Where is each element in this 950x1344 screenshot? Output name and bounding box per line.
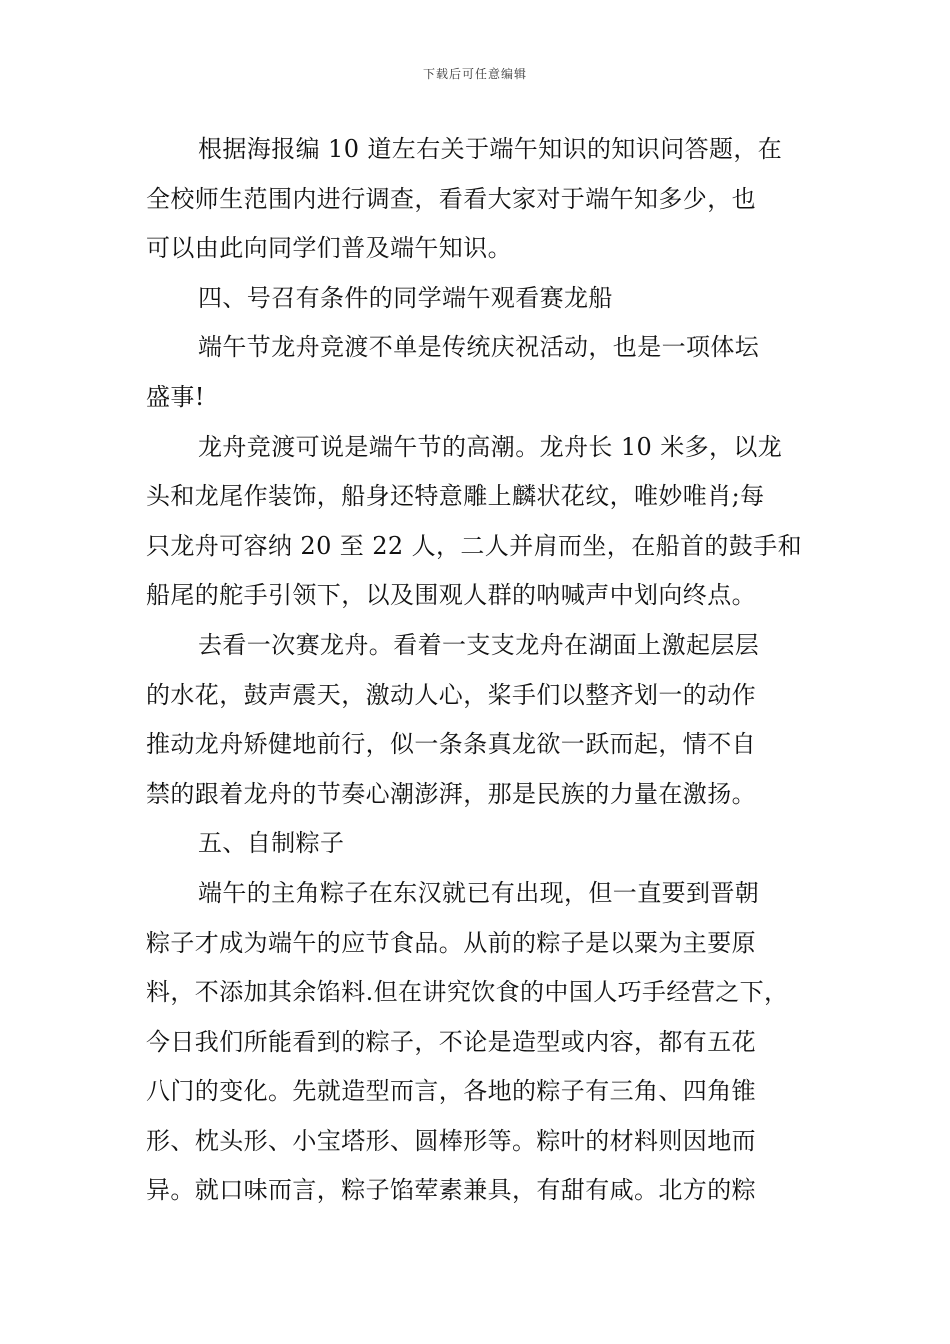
text-line: 料，不添加其余馅料.但在讲究饮食的中国人巧手经营之下， xyxy=(146,978,789,1007)
text-line: 只龙舟可容纳 20 至 22 人，二人并肩而坐，在船首的鼓手和 xyxy=(146,531,802,560)
document-body xyxy=(146,125,811,1216)
text-line: 根据海报编 10 道左右关于端午知识的知识问答题，在 xyxy=(198,135,783,163)
text-line: 粽子才成为端午的应节食品。从前的粽子是以粟为主要原 xyxy=(146,928,756,957)
text-line: 龙舟竞渡可说是端午节的高潮。龙舟长 10 米多，以龙 xyxy=(198,432,783,461)
text-line: 异。就口味而言，粽子馅荤素兼具，有甜有咸。北方的粽 xyxy=(146,1176,756,1205)
section-heading: 五、自制粽子 xyxy=(198,829,345,858)
text-line: 形、枕头形、小宝塔形、圆棒形等。粽叶的材料则因地而 xyxy=(146,1126,756,1155)
page-header-note: 下载后可任意编辑 xyxy=(422,67,527,81)
section-heading: 四、号召有条件的同学端午观看赛龙船 xyxy=(198,283,613,312)
text-line: 盛事! xyxy=(146,382,205,411)
text-line: 八门的变化。先就造型而言，各地的粽子有三角、四角锥 xyxy=(146,1077,756,1106)
text-line: 去看一次赛龙舟。看着一支支龙舟在湖面上激起层层 xyxy=(198,630,760,659)
text-line: 头和龙尾作装饰，船身还特意雕上麟状花纹，唯妙唯肖;每 xyxy=(146,482,765,511)
text-line: 可以由此向同学们普及端午知识。 xyxy=(146,234,512,263)
text-line: 全校师生范围内进行调查，看看大家对于端午知多少，也 xyxy=(146,184,756,213)
text-line: 端午的主角粽子在东汉就已有出现，但一直要到晋朝 xyxy=(198,878,760,907)
text-line: 今日我们所能看到的粽子，不论是造型或内容，都有五花 xyxy=(146,1027,756,1056)
text-line: 禁的跟着龙舟的节奏心潮澎湃，那是民族的力量在激扬。 xyxy=(146,779,756,808)
text-line: 船尾的舵手引领下，以及围观人群的呐喊声中划向终点。 xyxy=(146,581,756,610)
text-line: 端午节龙舟竞渡不单是传统庆祝活动，也是一项体坛 xyxy=(198,333,760,362)
text-line: 推动龙舟矫健地前行，似一条条真龙欲一跃而起，情不自 xyxy=(146,730,756,759)
text-line: 的水花，鼓声震天，激动人心，桨手们以整齐划一的动作 xyxy=(146,680,756,709)
